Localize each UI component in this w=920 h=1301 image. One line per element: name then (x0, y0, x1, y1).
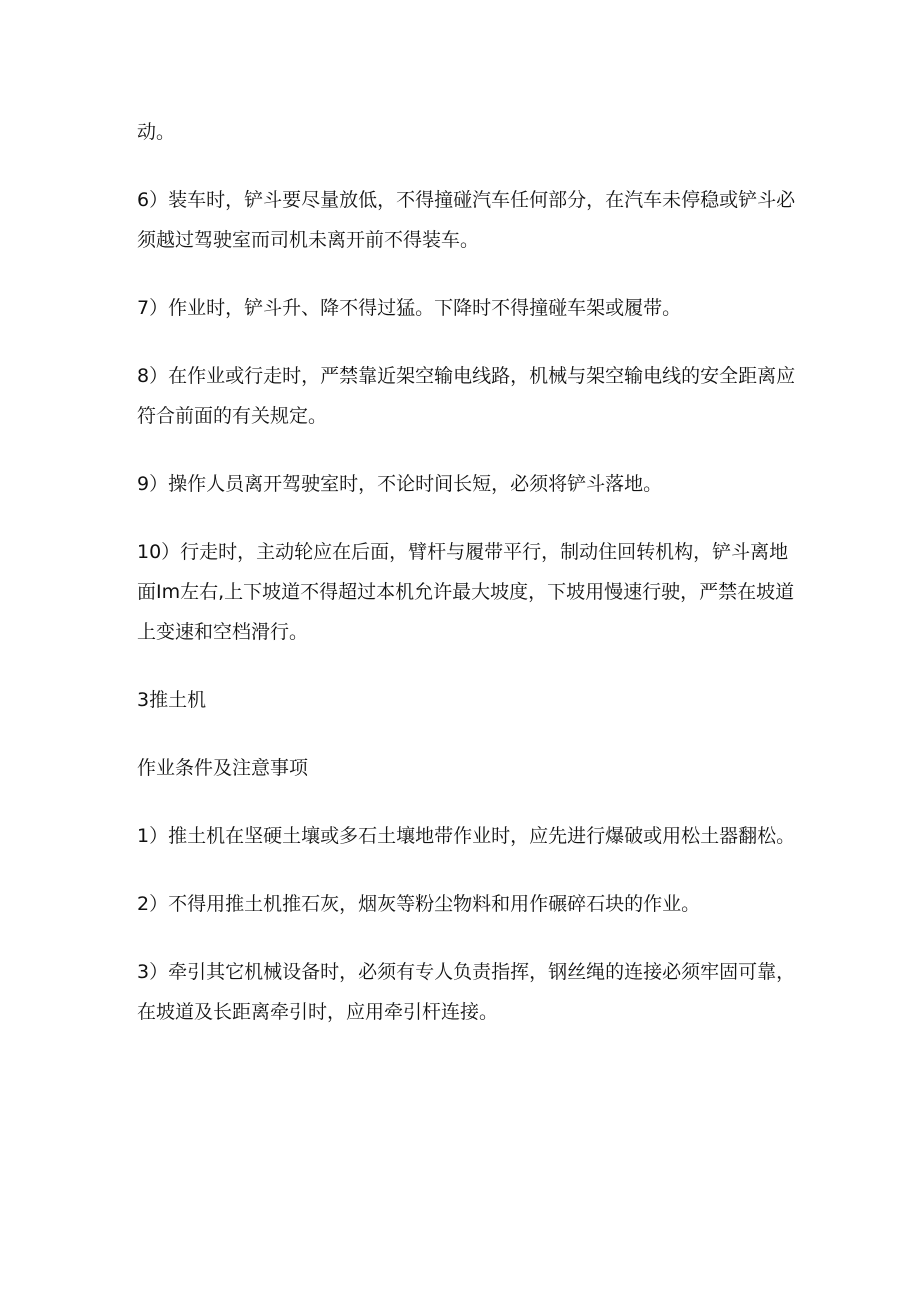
paragraph-item-3: 3）牵引其它机械设备时，必须有专人负责指挥，钢丝绳的连接必须牢固可靠，在坡道及长距离牵引时，应用牵引杆连接。 (137, 961, 796, 1023)
section-heading: 3推土机 (137, 689, 207, 711)
paragraph-item-1: 1）推土机在坚硬土壤或多石土壤地带作业时，应先进行爆破或用松土器翻松。 (137, 825, 796, 847)
document-body (137, 112, 797, 1060)
paragraph-item-9: 9）操作人员离开驾驶室时，不论时间长短，必须将铲斗落地。 (137, 473, 663, 495)
paragraph-item-7: 7）作业时，铲斗升、降不得过猛。下降时不得撞碰车架或履带。 (137, 297, 682, 319)
subsection-heading: 作业条件及注意事项 (137, 757, 309, 779)
paragraph-continuation: 动。 (137, 121, 176, 143)
paragraph-item-10: 10）行走时，主动轮应在后面，臂杆与履带平行，制动住回转机构，铲斗离地面Im左右,上下坡道不得超过本机允许最大坡度，下坡用慢速行驶，严禁在坡道上变速和空档滑行。 (137, 541, 795, 643)
paragraph-item-8: 8）在作业或行走时，严禁靠近架空输电线路，机械与架空输电线的安全距离应符合前面的有关规定。 (137, 365, 796, 427)
paragraph-item-6: 6）装车时，铲斗要尽量放低，不得撞碰汽车任何部分，在汽车未停稳或铲斗必须越过驾驶室而司机未离开前不得装车。 (137, 189, 796, 251)
paragraph-item-2: 2）不得用推土机推石灰，烟灰等粉尘物料和用作碾碎石块的作业。 (137, 893, 701, 915)
